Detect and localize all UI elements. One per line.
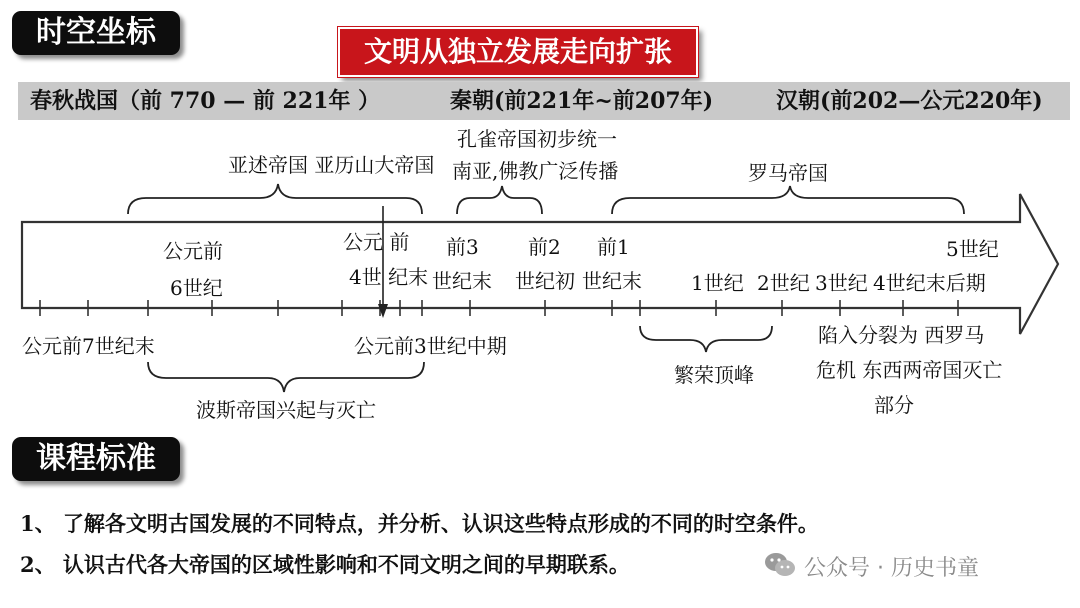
- section-badge-standards: 课程标准: [12, 437, 180, 481]
- label-prosperity: 繁荣顶峰: [674, 363, 754, 387]
- wechat-icon: [762, 547, 798, 583]
- brace-rome: [612, 186, 964, 214]
- era-qin: 秦朝(前221年~前207年): [450, 88, 714, 114]
- watermark-text: 公众号 · 历史书童: [804, 556, 979, 581]
- label-bc1-line2: 世纪末: [582, 269, 642, 293]
- label-bc3-mid: 公元前3世纪中期: [354, 334, 507, 358]
- page-title: 文明从独立发展走向扩张: [338, 27, 698, 77]
- label-ad1: 1世纪: [691, 271, 744, 295]
- label-bc4-line2: 4世 纪末: [349, 265, 429, 289]
- section-badge-timeline: 时空坐标: [12, 11, 180, 55]
- label-bc6-line1: 公元前: [163, 239, 223, 263]
- era-spring-autumn: 春秋战国（前 770 — 前 221年 ）: [30, 88, 381, 114]
- label-bc7-end: 公元前7世纪末: [22, 334, 155, 358]
- label-rome: 罗马帝国: [748, 161, 828, 185]
- brace-maurya: [457, 186, 542, 214]
- brace-persia: [148, 362, 424, 392]
- label-bc3-line1: 前3: [446, 235, 479, 259]
- label-persia: 波斯帝国兴起与灭亡: [196, 398, 376, 422]
- label-maurya-line1: 孔雀帝国初步统一: [457, 127, 617, 151]
- standard-item-2: 2、 认识古代各大帝国的区域性影响和不同文明之间的早期联系。: [20, 552, 630, 577]
- label-ad2: 2世纪: [757, 271, 810, 295]
- label-crisis-line1: 陷入分裂为 西罗马: [818, 323, 985, 347]
- label-bc4-line1: 公元 前: [343, 230, 410, 254]
- label-bc2-line1: 前2: [528, 235, 561, 259]
- label-bc2-line2: 世纪初: [515, 269, 575, 293]
- label-crisis-line2: 危机 东西两帝国灭亡: [816, 358, 1003, 382]
- label-bc1-line1: 前1: [597, 235, 630, 259]
- brace-prosperity: [640, 326, 772, 352]
- label-ad4: 4世纪末后期: [873, 271, 986, 295]
- label-bc3-line2: 世纪末: [432, 269, 492, 293]
- label-maurya-line2: 南亚,佛教广泛传播: [452, 159, 619, 183]
- label-ad5: 5世纪: [946, 237, 999, 261]
- label-bc6-line2: 6世纪: [170, 276, 223, 300]
- label-crisis-line3: 部分: [874, 393, 914, 417]
- era-han: 汉朝(前202—公元220年): [776, 88, 1043, 114]
- standard-item-1: 1、 了解各文明古国发展的不同特点，并分析、认识这些特点形成的不同的时空条件。: [20, 511, 819, 536]
- brace-assyria-alexander: [128, 184, 422, 214]
- label-assyria-alexander: 亚述帝国 亚历山大帝国: [228, 153, 435, 177]
- label-ad3: 3世纪: [815, 271, 868, 295]
